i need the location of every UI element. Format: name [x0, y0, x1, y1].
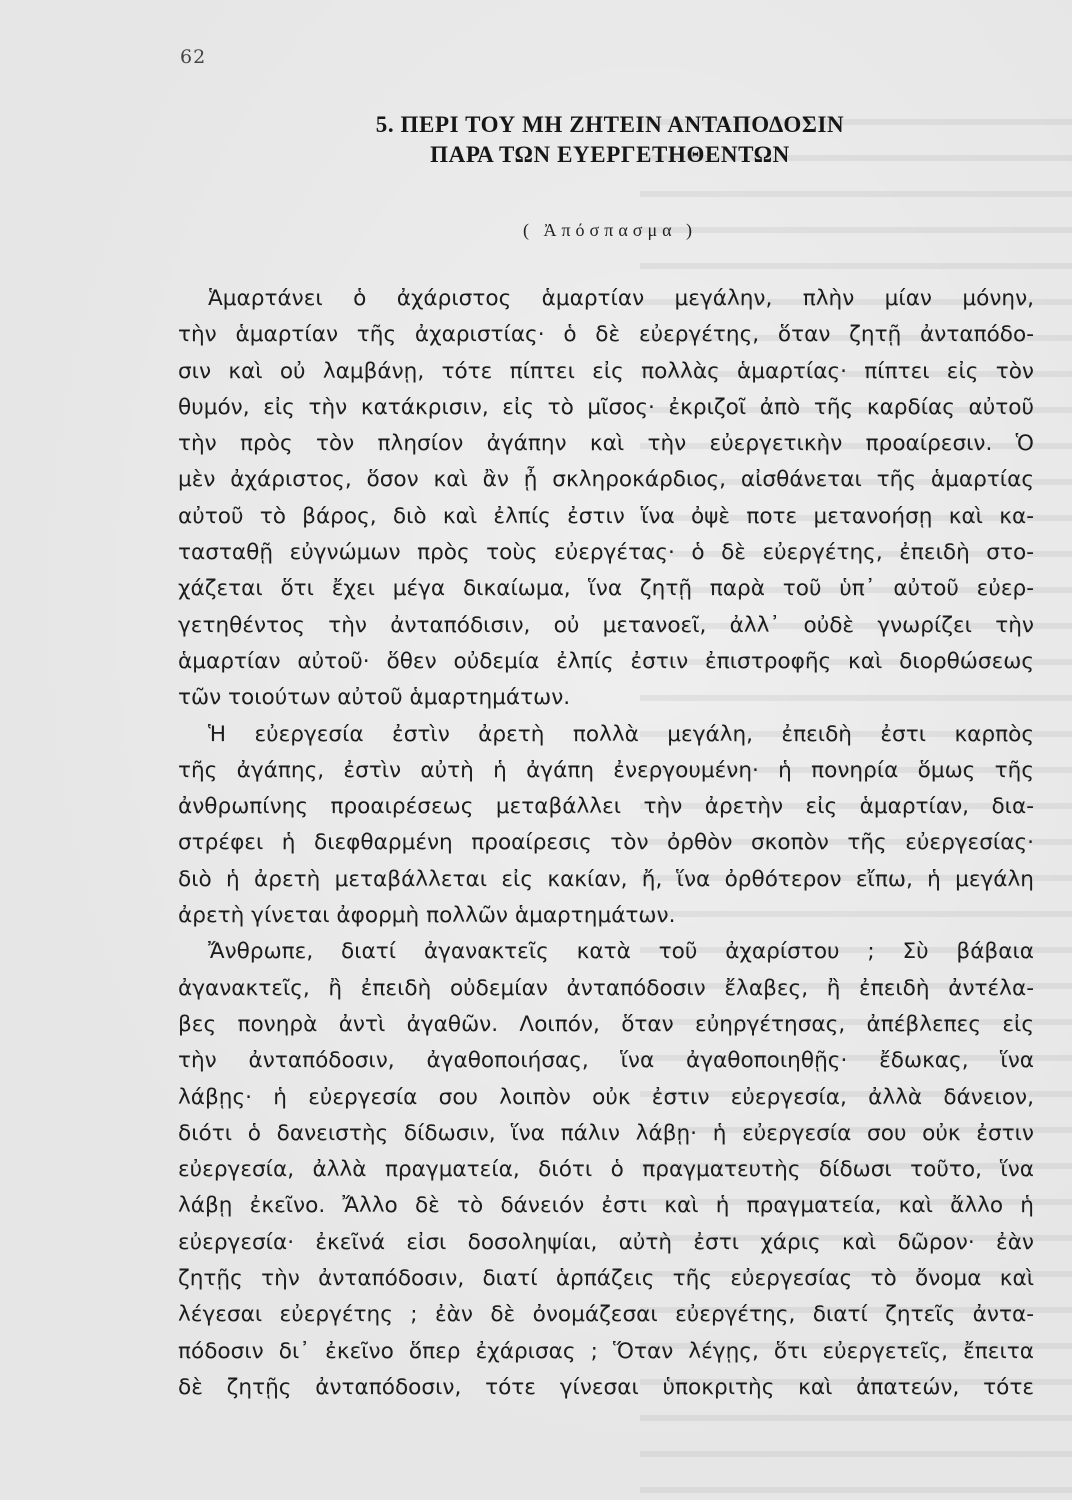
text-line: διότι ὁ δανειστὴς δίδωσιν, ἵνα πάλιν λάβῃ· ἡ εὐεργεσία σου οὐκ ἐστιν: [178, 1120, 1034, 1146]
text-line: εὐεργεσία· ἐκεῖνά εἰσι δοσοληψίαι, αὐτὴ ἐστι χάρις καὶ δῶρον· ἐὰν: [178, 1229, 1034, 1255]
page-number: 62: [180, 46, 207, 68]
text-line: Ἡ εὐεργεσία ἐστὶν ἀρετὴ πολλὰ μεγάλη, ἐπειδὴ ἐστι καρπὸς: [208, 721, 1034, 747]
text-line: τῆς ἀγάπης, ἐστὶν αὐτὴ ἡ ἀγάπη ἐνεργουμένη· ἡ πονηρία ὅμως τῆς: [178, 757, 1034, 783]
text-line: τὴν ἁμαρτίαν τῆς ἀχαριστίας· ὁ δὲ εὐεργέτης, ὅταν ζητῇ ἀνταπόδο-: [178, 322, 1034, 348]
text-line: δὲ ζητῇς ἀνταπόδοσιν, τότε γίνεσαι ὑποκριτὴς καὶ ἀπατεών, τότε: [178, 1374, 1034, 1400]
text-line: λάβῃς· ἡ εὐεργεσία σου λοιπὸν οὐκ ἐστιν εὐεργεσία, ἀλλὰ δάνειον,: [178, 1084, 1034, 1110]
text-line: στρέφει ἡ διεφθαρμένη προαίρεσις τὸν ὀρθὸν σκοπὸν τῆς εὐεργεσίας·: [178, 830, 1034, 856]
text-line: μὲν ἀχάριστος, ὅσον καὶ ἂν ᾖ σκληροκάρδιος, αἰσθάνεται τῆς ἁμαρτίας: [178, 467, 1034, 493]
text-line: τὴν ἀνταπόδοσιν, ἀγαθοποιήσας, ἵνα ἀγαθοποιηθῇς· ἔδωκας, ἵνα: [178, 1048, 1034, 1074]
body-text: [178, 281, 1034, 1406]
text-line: ἀρετὴ γίνεται ἀφορμὴ πολλῶν ἁμαρτημάτων.: [178, 903, 676, 929]
text-line: τῶν τοιούτων αὐτοῦ ἁμαρτημάτων.: [178, 685, 571, 711]
text-line: αὐτοῦ τὸ βάρος, διὸ καὶ ἐλπίς ἐστιν ἵνα ὀψὲ ποτε μετανοήσῃ καὶ κα-: [178, 503, 1034, 529]
chapter-subtitle: ( Ἀπόσπασμα ): [522, 220, 698, 240]
chapter-title: [330, 110, 890, 170]
text-line: σιν καὶ οὐ λαμβάνῃ, τότε πίπτει εἰς πολλὰς ἁμαρτίας· πίπτει εἰς τὸν: [178, 358, 1034, 384]
text-line: πόδοσιν δι᾽ ἐκεῖνο ὅπερ ἐχάρισας ; Ὅταν λέγῃς, ὅτι εὐεργετεῖς, ἔπειτα: [178, 1338, 1034, 1364]
text-line: λάβῃ ἐκεῖνο. Ἄλλο δὲ τὸ δάνειόν ἐστι καὶ ἡ πραγματεία, καὶ ἄλλο ἡ: [178, 1193, 1034, 1219]
text-line: χάζεται ὅτι ἔχει μέγα δικαίωμα, ἵνα ζητῇ παρὰ τοῦ ὑπ᾽ αὐτοῦ εὐερ-: [178, 576, 1034, 602]
text-line: Ἁμαρτάνει ὁ ἀχάριστος ἁμαρτίαν μεγάλην, πλὴν μίαν μόνην,: [208, 286, 1034, 311]
text-line: θυμόν, εἰς τὴν κατάκρισιν, εἰς τὸ μῖσος· ἐκριζοῖ ἀπὸ τῆς καρδίας αὐτοῦ: [178, 394, 1034, 420]
text-line: τασταθῇ εὐγνώμων πρὸς τοὺς εὐεργέτας· ὁ δὲ εὐεργέτης, ἐπειδὴ στο-: [178, 540, 1034, 566]
text-line: διὸ ἡ ἀρετὴ μεταβάλλεται εἰς κακίαν, ἤ, ἵνα ὀρθότερον εἴπω, ἡ μεγάλη: [178, 866, 1034, 892]
text-line: εὐεργεσία, ἀλλὰ πραγματεία, διότι ὁ πραγματευτὴς δίδωσι τοῦτο, ἵνα: [178, 1157, 1034, 1183]
text-line: τὴν πρὸς τὸν πλησίον ἀγάπην καὶ τὴν εὐεργετικὴν προαίρεσιν. Ὁ: [178, 431, 1034, 457]
text-line: ἀγανακτεῖς, ἢ ἐπειδὴ οὐδεμίαν ἀνταπόδοσιν ἔλαβες, ἢ ἐπειδὴ ἀντέλα-: [178, 975, 1034, 1001]
text-line: ἀνθρωπίνης προαιρέσεως μεταβάλλει τὴν ἀρετὴν εἰς ἁμαρτίαν, δια-: [178, 794, 1034, 820]
text-line: γετηθέντος τὴν ἀνταπόδισιν, οὐ μετανοεῖ, ἀλλ᾽ οὐδὲ γνωρίζει τὴν: [178, 612, 1034, 638]
text-line: βες πονηρὰ ἀντὶ ἀγαθῶν. Λοιπόν, ὅταν εὐηργέτησας, ἀπέβλεπες εἰς: [178, 1011, 1034, 1037]
text-line: ἁμαρτίαν αὐτοῦ· ὅθεν οὐδεμία ἐλπίς ἐστιν ἐπιστροφῆς καὶ διορθώσεως: [178, 648, 1034, 674]
chapter-title-line-2: ΠΑΡΑ ΤΩΝ ΕΥΕΡΓΕΤΗΘΕΝΤΩΝ: [430, 142, 790, 167]
text-line: Ἄνθρωπε, διατί ἀγανακτεῖς κατὰ τοῦ ἀχαρίστου ; Σὺ βάβαια: [208, 939, 1034, 965]
text-line: λέγεσαι εὐεργέτης ; ἐὰν δὲ ὀνομάζεσαι εὐεργέτης, διατί ζητεῖς ἀντα-: [178, 1302, 1034, 1328]
text-line: ζητῇς τὴν ἀνταπόδοσιν, διατί ἁρπάζεις τῆς εὐεργεσίας τὸ ὄνομα καὶ: [178, 1266, 1034, 1292]
chapter-title-line-1: 5. ΠΕΡΙ ΤΟΥ ΜΗ ΖΗΤΕΙΝ ΑΝΤΑΠΟΔΟΣΙΝ: [375, 112, 845, 137]
